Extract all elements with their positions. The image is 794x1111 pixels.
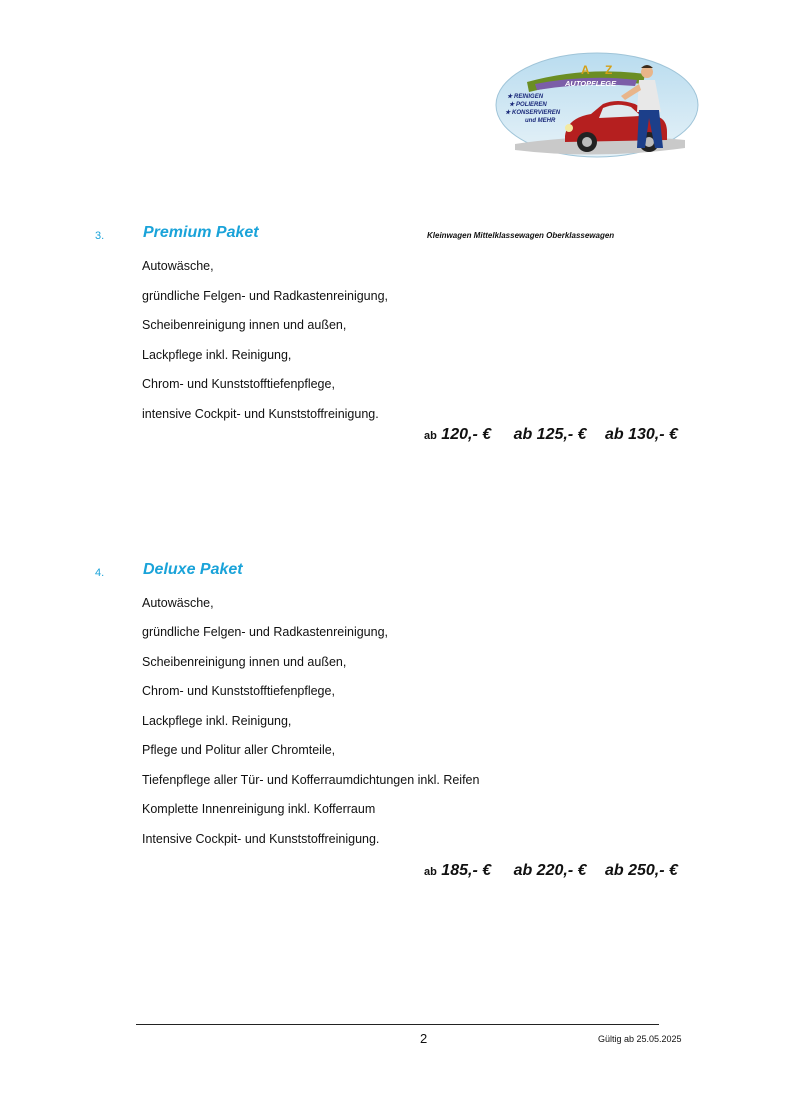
section-title: Deluxe Paket (143, 561, 243, 578)
price-mid-car: ab 220,- € (513, 862, 587, 879)
footer-divider (136, 1024, 659, 1025)
section-number: 4. (95, 567, 105, 579)
company-logo (495, 52, 699, 159)
list-item: Scheibenreinigung innen und außen, (142, 655, 347, 669)
section-title: Premium Paket (143, 224, 259, 241)
price-row (424, 862, 678, 880)
list-item: Pflege und Politur aller Chromteile, (142, 743, 336, 757)
price-column-headers: Kleinwagen Mittelklassewagen Oberklassewagen (427, 231, 615, 240)
list-item: Tiefenpflege aller Tür- und Kofferraumdichtungen inkl. Reifen (142, 773, 480, 787)
price-prefix: ab (424, 866, 437, 878)
price-small-car: 185,- € (441, 862, 492, 879)
logo-bullet-1: ★ REINIGEN (507, 94, 544, 100)
list-item: Komplette Innenreinigung inkl. Kofferraum (142, 802, 376, 816)
list-item: Autowäsche, (142, 596, 214, 610)
list-item: intensive Cockpit- und Kunststoffreinigung. (142, 407, 379, 421)
list-item: Intensive Cockpit- und Kunststoffreinigung. (142, 832, 380, 846)
price-prefix: ab (424, 430, 437, 442)
price-large-car: ab 250,- € (604, 862, 678, 879)
price-large-car: ab 130,- € (604, 426, 678, 443)
logo-initial-a: A (581, 63, 590, 77)
list-item: Chrom- und Kunststofftiefenpflege, (142, 684, 335, 698)
logo-bullet-2: ★ POLIEREN (509, 102, 547, 108)
page-number: 2 (420, 1031, 428, 1046)
list-item: Chrom- und Kunststofftiefenpflege, (142, 377, 335, 391)
price-mid-car: ab 125,- € (513, 426, 587, 443)
validity-date: Gültig ab 25.05.2025 (598, 1034, 682, 1044)
logo-bullet-3: ★ KONSERVIEREN (505, 110, 561, 116)
logo-name: AUTOPFLEGE (565, 79, 617, 88)
list-item: gründliche Felgen- und Radkastenreinigung, (142, 625, 388, 639)
price-row (424, 426, 678, 444)
logo-bullet-4: und MEHR (525, 118, 556, 124)
list-item: gründliche Felgen- und Radkastenreinigung, (142, 289, 388, 303)
list-item: Autowäsche, (142, 259, 214, 273)
list-item: Lackpflege inkl. Reinigung, (142, 714, 292, 728)
list-item: Lackpflege inkl. Reinigung, (142, 348, 292, 362)
logo-initial-z: Z (605, 63, 613, 77)
price-small-car: 120,- € (441, 426, 492, 443)
section-number: 3. (95, 230, 105, 242)
list-item: Scheibenreinigung innen und außen, (142, 318, 347, 332)
